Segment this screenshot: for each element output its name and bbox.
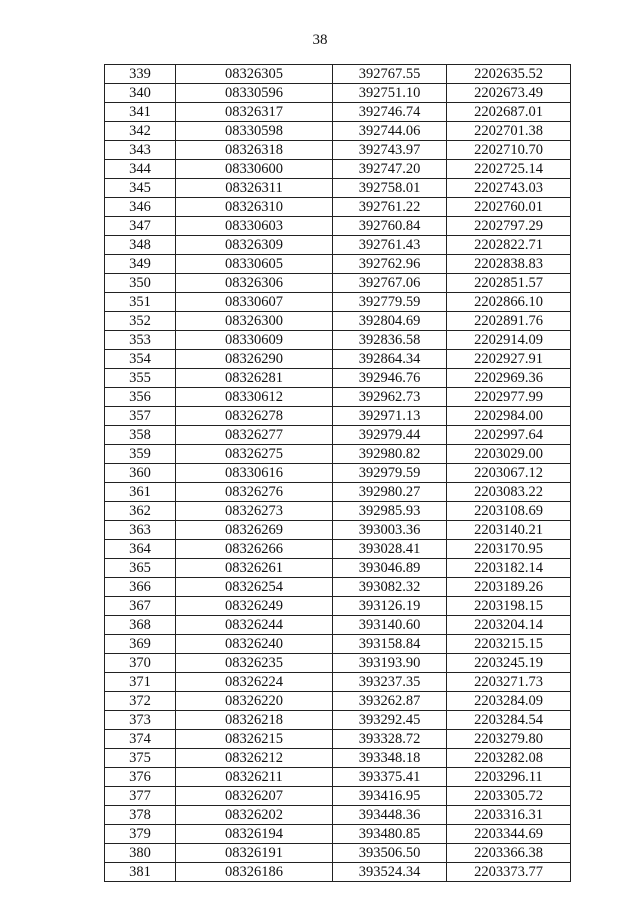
y-coordinate-cell: 2203305.72 <box>447 787 571 806</box>
x-coordinate-cell: 393140.60 <box>333 616 447 635</box>
y-coordinate-cell: 2203170.95 <box>447 540 571 559</box>
table-row <box>105 692 571 711</box>
row-number-cell: 378 <box>105 806 176 825</box>
row-number-cell: 345 <box>105 179 176 198</box>
point-id-cell: 08326309 <box>176 236 333 255</box>
y-coordinate-cell: 2202710.70 <box>447 141 571 160</box>
point-id-cell: 08326218 <box>176 711 333 730</box>
y-coordinate-cell: 2202866.10 <box>447 293 571 312</box>
row-number-cell: 379 <box>105 825 176 844</box>
point-id-cell: 08330612 <box>176 388 333 407</box>
x-coordinate-cell: 393082.32 <box>333 578 447 597</box>
point-id-cell: 08326215 <box>176 730 333 749</box>
row-number-cell: 372 <box>105 692 176 711</box>
y-coordinate-cell: 2202997.64 <box>447 426 571 445</box>
x-coordinate-cell: 392779.59 <box>333 293 447 312</box>
y-coordinate-cell: 2203366.38 <box>447 844 571 863</box>
x-coordinate-cell: 393158.84 <box>333 635 447 654</box>
point-id-cell: 08326224 <box>176 673 333 692</box>
point-id-cell: 08330598 <box>176 122 333 141</box>
point-id-cell: 08330609 <box>176 331 333 350</box>
x-coordinate-cell: 393046.89 <box>333 559 447 578</box>
y-coordinate-cell: 2203182.14 <box>447 559 571 578</box>
table-row <box>105 654 571 673</box>
x-coordinate-cell: 393448.36 <box>333 806 447 825</box>
x-coordinate-cell: 392761.43 <box>333 236 447 255</box>
table-row <box>105 597 571 616</box>
y-coordinate-cell: 2203316.31 <box>447 806 571 825</box>
table-row <box>105 730 571 749</box>
x-coordinate-cell: 393193.90 <box>333 654 447 673</box>
row-number-cell: 362 <box>105 502 176 521</box>
y-coordinate-cell: 2203284.54 <box>447 711 571 730</box>
point-id-cell: 08326318 <box>176 141 333 160</box>
table-row <box>105 787 571 806</box>
table-row <box>105 559 571 578</box>
table-row <box>105 350 571 369</box>
table-row <box>105 388 571 407</box>
point-id-cell: 08326254 <box>176 578 333 597</box>
x-coordinate-cell: 392804.69 <box>333 312 447 331</box>
row-number-cell: 357 <box>105 407 176 426</box>
x-coordinate-cell: 392971.13 <box>333 407 447 426</box>
row-number-cell: 364 <box>105 540 176 559</box>
x-coordinate-cell: 392758.01 <box>333 179 447 198</box>
table-row <box>105 141 571 160</box>
row-number-cell: 344 <box>105 160 176 179</box>
point-id-cell: 08326244 <box>176 616 333 635</box>
y-coordinate-cell: 2202760.01 <box>447 198 571 217</box>
y-coordinate-cell: 2202927.91 <box>447 350 571 369</box>
row-number-cell: 367 <box>105 597 176 616</box>
table-row <box>105 711 571 730</box>
point-id-cell: 08326273 <box>176 502 333 521</box>
y-coordinate-cell: 2203279.80 <box>447 730 571 749</box>
x-coordinate-cell: 392980.27 <box>333 483 447 502</box>
table-row <box>105 236 571 255</box>
row-number-cell: 354 <box>105 350 176 369</box>
row-number-cell: 381 <box>105 863 176 882</box>
table-row <box>105 312 571 331</box>
table-row <box>105 198 571 217</box>
row-number-cell: 352 <box>105 312 176 331</box>
coordinates-table-container <box>104 64 568 882</box>
x-coordinate-cell: 393237.35 <box>333 673 447 692</box>
x-coordinate-cell: 392864.34 <box>333 350 447 369</box>
row-number-cell: 350 <box>105 274 176 293</box>
table-row <box>105 540 571 559</box>
row-number-cell: 370 <box>105 654 176 673</box>
point-id-cell: 08326266 <box>176 540 333 559</box>
row-number-cell: 349 <box>105 255 176 274</box>
x-coordinate-cell: 393416.95 <box>333 787 447 806</box>
point-id-cell: 08326275 <box>176 445 333 464</box>
row-number-cell: 365 <box>105 559 176 578</box>
point-id-cell: 08326249 <box>176 597 333 616</box>
table-row <box>105 749 571 768</box>
x-coordinate-cell: 393028.41 <box>333 540 447 559</box>
row-number-cell: 351 <box>105 293 176 312</box>
table-row <box>105 806 571 825</box>
y-coordinate-cell: 2203215.15 <box>447 635 571 654</box>
row-number-cell: 353 <box>105 331 176 350</box>
table-row <box>105 502 571 521</box>
x-coordinate-cell: 393328.72 <box>333 730 447 749</box>
point-id-cell: 08326212 <box>176 749 333 768</box>
point-id-cell: 08326269 <box>176 521 333 540</box>
x-coordinate-cell: 392979.59 <box>333 464 447 483</box>
row-number-cell: 356 <box>105 388 176 407</box>
row-number-cell: 341 <box>105 103 176 122</box>
y-coordinate-cell: 2203284.09 <box>447 692 571 711</box>
row-number-cell: 347 <box>105 217 176 236</box>
table-row <box>105 768 571 787</box>
point-id-cell: 08326207 <box>176 787 333 806</box>
point-id-cell: 08326186 <box>176 863 333 882</box>
x-coordinate-cell: 392743.97 <box>333 141 447 160</box>
table-row <box>105 103 571 122</box>
point-id-cell: 08330605 <box>176 255 333 274</box>
row-number-cell: 360 <box>105 464 176 483</box>
table-row <box>105 673 571 692</box>
point-id-cell: 08330600 <box>176 160 333 179</box>
y-coordinate-cell: 2202984.00 <box>447 407 571 426</box>
point-id-cell: 08326211 <box>176 768 333 787</box>
row-number-cell: 371 <box>105 673 176 692</box>
y-coordinate-cell: 2203067.12 <box>447 464 571 483</box>
table-row <box>105 293 571 312</box>
y-coordinate-cell: 2202838.83 <box>447 255 571 274</box>
x-coordinate-cell: 393126.19 <box>333 597 447 616</box>
x-coordinate-cell: 392762.96 <box>333 255 447 274</box>
x-coordinate-cell: 393348.18 <box>333 749 447 768</box>
row-number-cell: 363 <box>105 521 176 540</box>
y-coordinate-cell: 2203108.69 <box>447 502 571 521</box>
x-coordinate-cell: 392751.10 <box>333 84 447 103</box>
point-id-cell: 08330603 <box>176 217 333 236</box>
table-row <box>105 445 571 464</box>
point-id-cell: 08326220 <box>176 692 333 711</box>
y-coordinate-cell: 2202969.36 <box>447 369 571 388</box>
y-coordinate-cell: 2203204.14 <box>447 616 571 635</box>
point-id-cell: 08330607 <box>176 293 333 312</box>
y-coordinate-cell: 2203282.08 <box>447 749 571 768</box>
row-number-cell: 369 <box>105 635 176 654</box>
table-row <box>105 179 571 198</box>
x-coordinate-cell: 392767.06 <box>333 274 447 293</box>
row-number-cell: 359 <box>105 445 176 464</box>
table-row <box>105 274 571 293</box>
y-coordinate-cell: 2203189.26 <box>447 578 571 597</box>
row-number-cell: 361 <box>105 483 176 502</box>
point-id-cell: 08326278 <box>176 407 333 426</box>
x-coordinate-cell: 392946.76 <box>333 369 447 388</box>
coordinates-table <box>104 64 571 882</box>
table-row <box>105 863 571 882</box>
y-coordinate-cell: 2203296.11 <box>447 768 571 787</box>
x-coordinate-cell: 393262.87 <box>333 692 447 711</box>
row-number-cell: 373 <box>105 711 176 730</box>
x-coordinate-cell: 393003.36 <box>333 521 447 540</box>
point-id-cell: 08330596 <box>176 84 333 103</box>
row-number-cell: 368 <box>105 616 176 635</box>
row-number-cell: 340 <box>105 84 176 103</box>
x-coordinate-cell: 393292.45 <box>333 711 447 730</box>
x-coordinate-cell: 392979.44 <box>333 426 447 445</box>
row-number-cell: 348 <box>105 236 176 255</box>
table-row <box>105 464 571 483</box>
row-number-cell: 339 <box>105 65 176 84</box>
point-id-cell: 08326281 <box>176 369 333 388</box>
x-coordinate-cell: 393480.85 <box>333 825 447 844</box>
table-row <box>105 65 571 84</box>
x-coordinate-cell: 393524.34 <box>333 863 447 882</box>
y-coordinate-cell: 2203198.15 <box>447 597 571 616</box>
page-number: 38 <box>312 32 328 48</box>
y-coordinate-cell: 2203245.19 <box>447 654 571 673</box>
coordinates-table-body <box>105 65 571 882</box>
point-id-cell: 08326261 <box>176 559 333 578</box>
x-coordinate-cell: 392746.74 <box>333 103 447 122</box>
point-id-cell: 08326235 <box>176 654 333 673</box>
table-row <box>105 217 571 236</box>
point-id-cell: 08326290 <box>176 350 333 369</box>
table-row <box>105 407 571 426</box>
point-id-cell: 08326305 <box>176 65 333 84</box>
y-coordinate-cell: 2202797.29 <box>447 217 571 236</box>
table-row <box>105 616 571 635</box>
row-number-cell: 342 <box>105 122 176 141</box>
x-coordinate-cell: 393375.41 <box>333 768 447 787</box>
y-coordinate-cell: 2203029.00 <box>447 445 571 464</box>
point-id-cell: 08326277 <box>176 426 333 445</box>
y-coordinate-cell: 2202701.38 <box>447 122 571 141</box>
y-coordinate-cell: 2203140.21 <box>447 521 571 540</box>
table-row <box>105 84 571 103</box>
x-coordinate-cell: 392747.20 <box>333 160 447 179</box>
table-row <box>105 635 571 654</box>
point-id-cell: 08326306 <box>176 274 333 293</box>
table-row <box>105 844 571 863</box>
y-coordinate-cell: 2203373.77 <box>447 863 571 882</box>
y-coordinate-cell: 2202725.14 <box>447 160 571 179</box>
y-coordinate-cell: 2202822.71 <box>447 236 571 255</box>
table-row <box>105 483 571 502</box>
table-row <box>105 255 571 274</box>
y-coordinate-cell: 2203083.22 <box>447 483 571 502</box>
x-coordinate-cell: 392836.58 <box>333 331 447 350</box>
row-number-cell: 377 <box>105 787 176 806</box>
y-coordinate-cell: 2202851.57 <box>447 274 571 293</box>
table-row <box>105 122 571 141</box>
row-number-cell: 374 <box>105 730 176 749</box>
y-coordinate-cell: 2202891.76 <box>447 312 571 331</box>
row-number-cell: 366 <box>105 578 176 597</box>
point-id-cell: 08326317 <box>176 103 333 122</box>
y-coordinate-cell: 2203271.73 <box>447 673 571 692</box>
point-id-cell: 08326202 <box>176 806 333 825</box>
table-row <box>105 369 571 388</box>
x-coordinate-cell: 392767.55 <box>333 65 447 84</box>
point-id-cell: 08326191 <box>176 844 333 863</box>
point-id-cell: 08326240 <box>176 635 333 654</box>
table-row <box>105 578 571 597</box>
row-number-cell: 376 <box>105 768 176 787</box>
point-id-cell: 08330616 <box>176 464 333 483</box>
table-row <box>105 331 571 350</box>
table-row <box>105 426 571 445</box>
x-coordinate-cell: 392761.22 <box>333 198 447 217</box>
x-coordinate-cell: 392980.82 <box>333 445 447 464</box>
y-coordinate-cell: 2202977.99 <box>447 388 571 407</box>
row-number-cell: 346 <box>105 198 176 217</box>
row-number-cell: 355 <box>105 369 176 388</box>
x-coordinate-cell: 392760.84 <box>333 217 447 236</box>
y-coordinate-cell: 2202673.49 <box>447 84 571 103</box>
x-coordinate-cell: 392962.73 <box>333 388 447 407</box>
y-coordinate-cell: 2202635.52 <box>447 65 571 84</box>
row-number-cell: 380 <box>105 844 176 863</box>
y-coordinate-cell: 2202914.09 <box>447 331 571 350</box>
point-id-cell: 08326194 <box>176 825 333 844</box>
point-id-cell: 08326276 <box>176 483 333 502</box>
table-row <box>105 160 571 179</box>
point-id-cell: 08326311 <box>176 179 333 198</box>
x-coordinate-cell: 393506.50 <box>333 844 447 863</box>
y-coordinate-cell: 2202743.03 <box>447 179 571 198</box>
table-row <box>105 825 571 844</box>
row-number-cell: 375 <box>105 749 176 768</box>
y-coordinate-cell: 2202687.01 <box>447 103 571 122</box>
point-id-cell: 08326310 <box>176 198 333 217</box>
x-coordinate-cell: 392985.93 <box>333 502 447 521</box>
x-coordinate-cell: 392744.06 <box>333 122 447 141</box>
table-row <box>105 521 571 540</box>
row-number-cell: 358 <box>105 426 176 445</box>
point-id-cell: 08326300 <box>176 312 333 331</box>
y-coordinate-cell: 2203344.69 <box>447 825 571 844</box>
row-number-cell: 343 <box>105 141 176 160</box>
